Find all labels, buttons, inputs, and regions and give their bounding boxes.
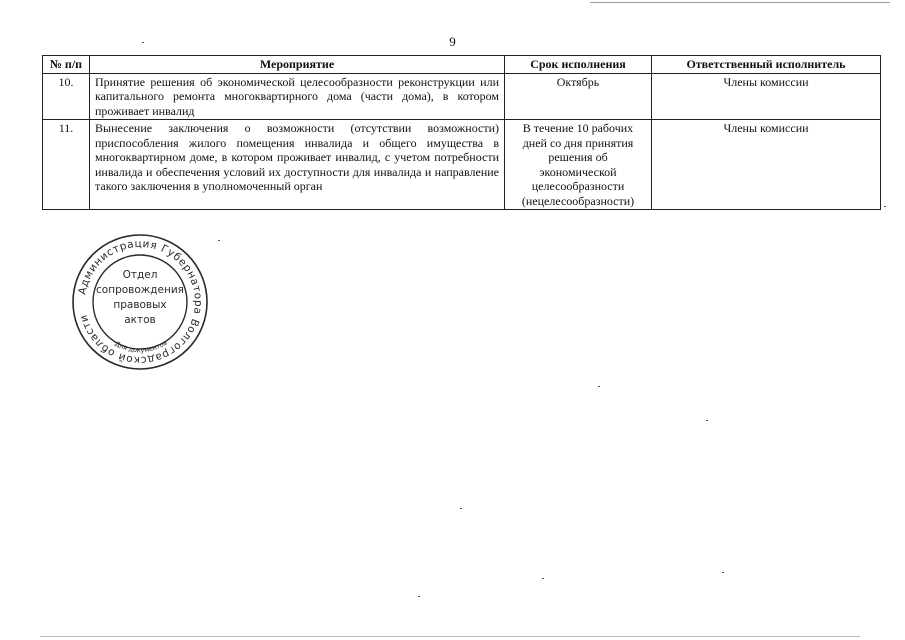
table-header-row xyxy=(43,56,881,74)
row-action: Вынесение заключения о возможности (отсутствии возможности) приспособления жилого помещения инвалида и общего имущества в многоквартирном доме, в котором проживает инвалид, с учетом потребности инвалида и обеспечения условий их доступности для инвалида и направление такого заключения в уполномоченный орган xyxy=(90,120,505,210)
header-num: № п/п xyxy=(43,56,90,74)
row-num: 11. xyxy=(43,120,90,210)
scan-speck xyxy=(460,508,462,509)
scan-speck xyxy=(542,578,544,579)
scan-artifact-top xyxy=(590,2,890,3)
stamp-center-line-3: правовых xyxy=(113,299,167,311)
stamp-outer-text-path: Администрация Губернатора Волгоградской области xyxy=(76,237,205,367)
row-num: 10. xyxy=(43,73,90,120)
stamp-center-line-1: Отдел xyxy=(122,269,158,281)
scan-speck xyxy=(598,386,600,387)
table-row xyxy=(43,120,881,210)
scan-speck xyxy=(418,596,420,597)
scan-artifact-bottom xyxy=(40,636,860,637)
scan-speck xyxy=(722,572,724,573)
row-action: Принятие решения об экономической целесообразности реконструкции или капитального ремонта многоквартирного дома (части дома), в котором проживает инвалид xyxy=(90,73,505,120)
scan-speck xyxy=(706,420,708,421)
table-row xyxy=(43,73,881,120)
page-number: 9 xyxy=(449,34,456,49)
scan-speck xyxy=(142,42,144,43)
stamp-center-line-2: сопровождения xyxy=(96,284,184,296)
activities-table xyxy=(42,55,881,210)
row-term: Октябрь xyxy=(505,73,652,120)
header-responsible: Ответственный исполнитель xyxy=(652,56,881,74)
row-responsible: Члены комиссии xyxy=(652,73,881,120)
scan-speck xyxy=(884,206,886,207)
scan-speck xyxy=(218,240,220,241)
header-term: Срок исполнения xyxy=(505,56,652,74)
stamp-inner-text-path: Для документов xyxy=(113,338,169,355)
header-action: Мероприятие xyxy=(90,56,505,74)
row-responsible: Члены комиссии xyxy=(652,120,881,210)
row-term: В течение 10 рабочих дней со дня принятия решения об экономической целесообразности (нецелесообразности) xyxy=(505,120,652,210)
stamp-seal xyxy=(70,232,210,372)
stamp-center-line-4: актов xyxy=(124,314,156,326)
